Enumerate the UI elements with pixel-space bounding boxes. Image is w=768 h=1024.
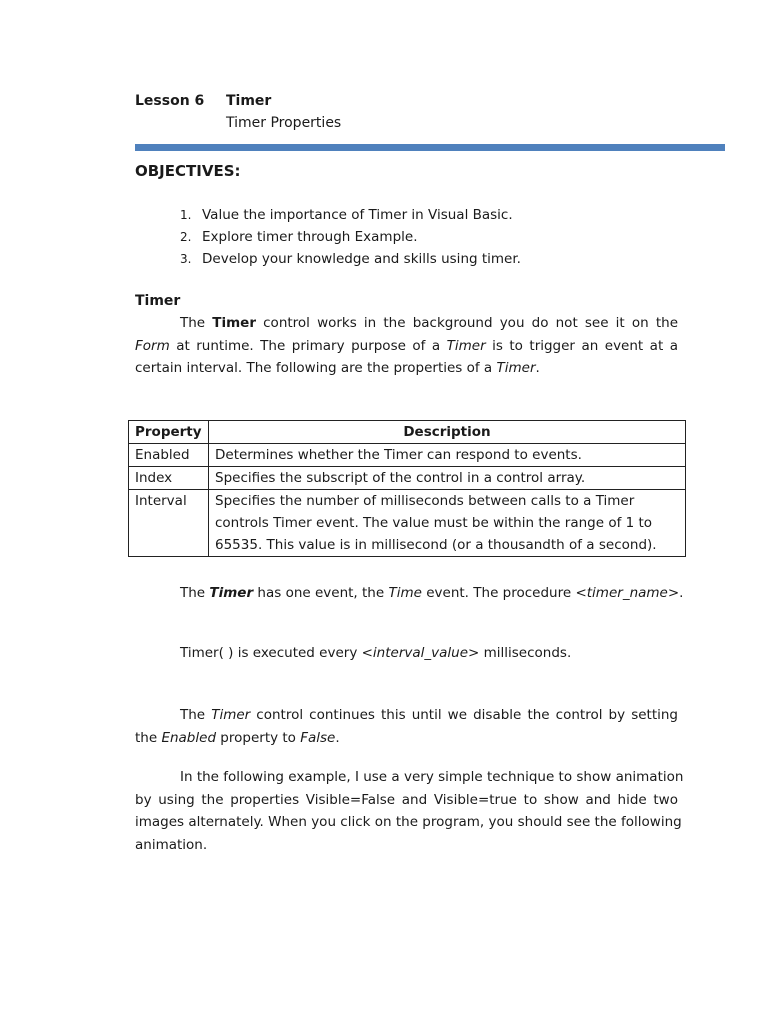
example-paragraph: In the following example, I use a very simple technique to show animation by using the properties Visible=False and Visible=true to show and hide two images alternately. When you click on the program, you should see the following animation. <box>135 769 684 853</box>
properties-table <box>128 420 686 557</box>
lesson-subtitle: Timer Properties <box>226 115 342 131</box>
continue-paragraph: The Timer control continues this until we disable the control by setting the Enabled property to False. <box>135 707 678 746</box>
objectives-heading: OBJECTIVES: <box>135 162 241 180</box>
timer-intro-paragraph: The Timer control works in the background you do not see it on the Form at runtime. The primary purpose of a Timer is to trigger an event at a certain interval. The following are the properties of a Timer. <box>135 315 678 376</box>
event-paragraph: The Timer has one event, the Time event. The procedure <timer_name>. <box>180 585 684 601</box>
lesson-topic: Timer <box>226 93 272 109</box>
property-cell: Index <box>129 467 209 490</box>
execute-paragraph: Timer( ) is executed every <interval_value> milliseconds. <box>180 645 572 661</box>
lesson-label: Lesson 6 <box>135 93 205 109</box>
header-divider <box>135 144 725 151</box>
table-row <box>129 444 686 467</box>
table-header-row <box>129 421 686 444</box>
property-cell: Interval <box>129 490 209 557</box>
table-row <box>129 490 686 557</box>
objective-item: 1. Value the importance of Timer in Visual Basic. <box>180 207 513 223</box>
description-column-header: Description <box>209 421 686 444</box>
objective-item: 2. Explore timer through Example. <box>180 229 418 245</box>
objective-item: 3. Develop your knowledge and skills using timer. <box>180 251 521 267</box>
property-column-header: Property <box>129 421 209 444</box>
description-cell: Specifies the subscript of the control in a control array. <box>209 467 686 490</box>
timer-heading: Timer <box>135 293 181 309</box>
property-cell: Enabled <box>129 444 209 467</box>
table-row <box>129 467 686 490</box>
objectives-list <box>180 204 521 270</box>
description-cell: Determines whether the Timer can respond to events. <box>209 444 686 467</box>
description-cell: Specifies the number of milliseconds between calls to a Timer controls Timer event. The value must be within the range of 1 to 65535. This value is in millisecond (or a thousandth of a second). <box>209 490 686 557</box>
